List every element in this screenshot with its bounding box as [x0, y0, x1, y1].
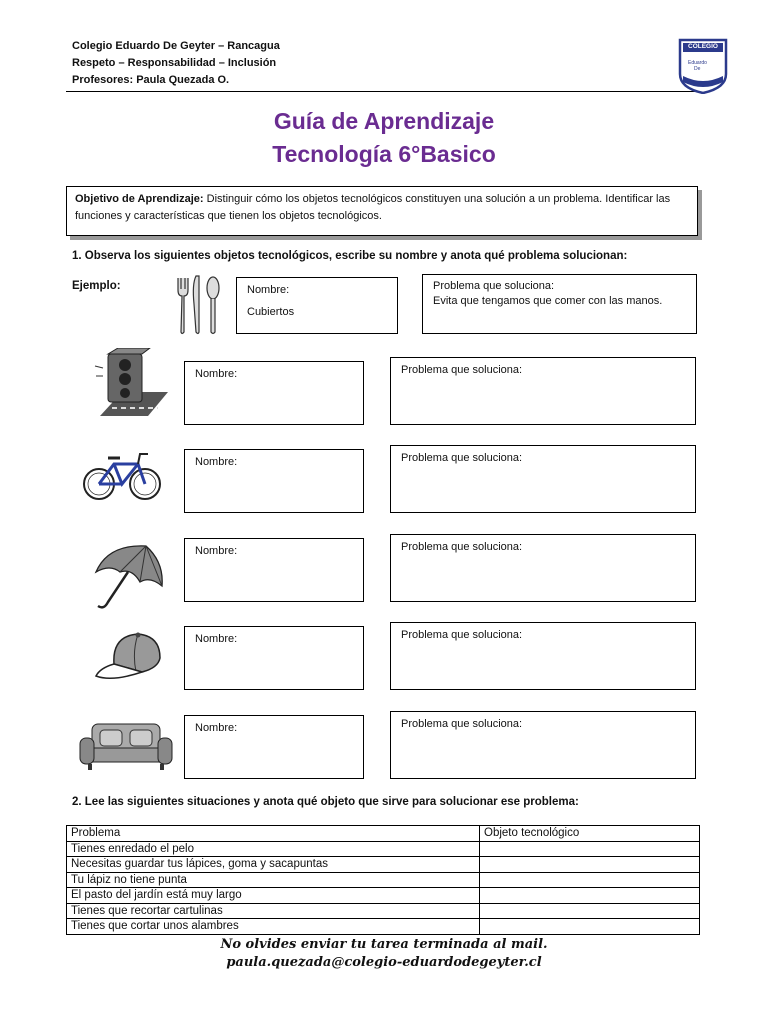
- item-name-box-2[interactable]: [184, 449, 364, 513]
- teacher-name: Profesores: Paula Quezada O.: [72, 74, 230, 86]
- item-problem-label-1: Problema que soluciona:: [401, 364, 523, 376]
- school-logo: [678, 38, 728, 94]
- table-cell-answer[interactable]: [480, 857, 700, 873]
- umbrella-icon: [90, 542, 166, 614]
- example-problem-value: Evita que tengamos que comer con las manos.: [433, 295, 663, 307]
- table-header-problem: Problema: [67, 826, 480, 842]
- sofa-icon: [78, 718, 174, 774]
- school-values: Respeto – Responsabilidad – Inclusión: [72, 57, 277, 69]
- table-cell-answer[interactable]: [480, 903, 700, 919]
- page-title: Guía de Aprendizaje: [273, 108, 495, 134]
- table-row: [67, 919, 700, 935]
- traffic-light-icon: [92, 348, 170, 418]
- table-cell-answer[interactable]: [480, 841, 700, 857]
- table-cell-answer[interactable]: [480, 872, 700, 888]
- example-name-label: Nombre:: [247, 284, 290, 296]
- svg-text:Eduardo: Eduardo: [688, 60, 707, 66]
- item-name-label-2: Nombre:: [195, 456, 238, 468]
- cap-icon: [92, 628, 164, 684]
- example-name-box: [236, 277, 398, 334]
- objective-text: Distinguir cómo los objetos tecnológicos constituyen una solución a un problema. Identificar las funciones y características que tienen los objetos tecnológicos.: [75, 193, 671, 222]
- bicycle-icon: [82, 448, 162, 504]
- item-name-label-1: Nombre:: [195, 368, 238, 380]
- table-cell-answer[interactable]: [480, 919, 700, 935]
- table-cell-problem: Tienes enredado el pelo: [67, 841, 480, 857]
- header-divider: [66, 91, 706, 92]
- example-problem-box: [422, 274, 697, 334]
- svg-text:De: De: [694, 66, 701, 72]
- example-label: Ejemplo:: [72, 280, 121, 292]
- item-problem-box-5[interactable]: [390, 711, 696, 779]
- example-problem-label: Problema que soluciona:: [433, 280, 555, 292]
- item-problem-label-3: Problema que soluciona:: [401, 541, 523, 553]
- item-name-label-3: Nombre:: [195, 545, 238, 557]
- table-cell-problem: Tienes que recortar cartulinas: [67, 903, 480, 919]
- section2-instruction: 2. Lee las siguientes situaciones y anota qué objeto que sirve para solucionar ese problema:: [72, 796, 579, 808]
- table-row: [67, 872, 700, 888]
- item-problem-label-2: Problema que soluciona:: [401, 452, 523, 464]
- cutlery-icon: [172, 274, 222, 336]
- item-problem-box-1[interactable]: [390, 357, 696, 425]
- objective-label: Objetivo de Aprendizaje:: [75, 193, 204, 205]
- table-row: [67, 841, 700, 857]
- item-problem-label-5: Problema que soluciona:: [401, 718, 523, 730]
- objective-box: [66, 186, 698, 236]
- item-problem-label-4: Problema que soluciona:: [401, 629, 523, 641]
- logo-text: COLEGIO: [688, 43, 718, 50]
- table-cell-problem: Tienes que cortar unos alambres: [67, 919, 480, 935]
- footer-email[interactable]: paula.quezada@colegio-eduardodegeyter.cl: [226, 955, 542, 970]
- item-name-box-4[interactable]: [184, 626, 364, 690]
- item-name-label-5: Nombre:: [195, 722, 238, 734]
- section1-instruction: 1. Observa los siguientes objetos tecnológicos, escribe su nombre y anota qué problema solucionan:: [72, 250, 628, 262]
- table-cell-problem: El pasto del jardín está muy largo: [67, 888, 480, 904]
- item-problem-box-4[interactable]: [390, 622, 696, 690]
- table-row: [67, 888, 700, 904]
- table-row: [67, 857, 700, 873]
- table-header-object: Objeto tecnológico: [480, 826, 700, 842]
- table-cell-problem: Tu lápiz no tiene punta: [67, 872, 480, 888]
- item-name-box-1[interactable]: [184, 361, 364, 425]
- footer-reminder: No olvides enviar tu tarea terminada al mail.: [220, 937, 548, 952]
- item-problem-box-2[interactable]: [390, 445, 696, 513]
- school-name: Colegio Eduardo De Geyter – Rancagua: [72, 40, 280, 52]
- table-cell-answer[interactable]: [480, 888, 700, 904]
- item-name-box-5[interactable]: [184, 715, 364, 779]
- example-name-value: Cubiertos: [247, 306, 295, 318]
- item-problem-box-3[interactable]: [390, 534, 696, 602]
- table-header-row: [67, 826, 700, 842]
- table-row: [67, 903, 700, 919]
- item-name-box-3[interactable]: [184, 538, 364, 602]
- table-cell-problem: Necesitas guardar tus lápices, goma y sacapuntas: [67, 857, 480, 873]
- item-name-label-4: Nombre:: [195, 633, 238, 645]
- situations-table: [66, 825, 700, 935]
- page-subtitle: Tecnología 6°Basico: [272, 141, 496, 167]
